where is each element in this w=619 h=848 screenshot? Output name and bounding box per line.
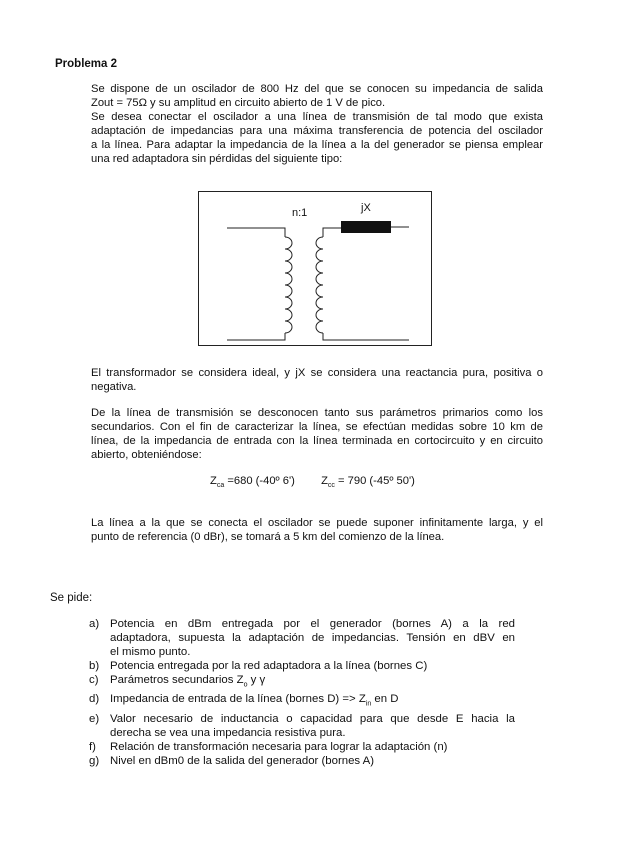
adapter-network-diagram [198,191,432,346]
question-list [89,617,515,768]
text-line: El transformador se considera ideal, y jX se considera una reactancia pura, positiva o [91,367,543,379]
primary-lead-top [227,228,285,237]
questions-heading: Se pide: [50,592,93,604]
primary-coil [285,237,292,333]
item-text: Impedancia de entrada de la línea (bornes D) => Z [110,693,366,706]
line-measurement-paragraph [91,406,543,462]
item-marker: c) [89,674,99,686]
item-text-end: y γ [247,674,266,686]
text-line: Potencia en dBm entregada por el generador (bornes A) a la red [110,618,515,630]
transformer-note [91,366,543,394]
item-text: Nivel en dBm0 de la salida del generador (bornes A) [110,754,375,767]
text-line: Zout = 75Ω y su amplitud en circuito abierto de 1 V de pico. [91,97,386,109]
text-line: De la línea de transmisión se desconocen tanto sus parámetros primarios como los [91,407,543,419]
item-marker: a) [89,618,100,630]
question-item-e [89,712,515,740]
item-text: Potencia entregada por la red adaptadora a la línea (bornes C) [110,660,428,672]
text-line: secundarios. Con el fin de caracterizar la línea, se efectúan medidas sobre 10 km de [91,421,543,433]
primary-lead-bottom [227,333,285,340]
question-item-f [89,740,515,754]
reference-paragraph [91,516,543,544]
text-line: Se dispone de un oscilador de 800 Hz del que se conocen su impedancia de salida [91,83,543,95]
text-line: a la línea. Para adaptar la impedancia de la línea a la del generador se piensa emplear [91,139,543,151]
item-subscript: o [243,681,248,689]
secondary-coil [316,237,323,333]
z-cc-subscript: cc [327,482,335,490]
impedance-equation [210,475,415,489]
reactance-element [341,221,391,233]
item-marker: g) [89,754,100,767]
text-line: Se desea conectar el oscilador a una línea de transmisión de tal modo que exista [91,111,543,123]
text-line: una red adaptadora sin pérdidas del siguiente tipo: [91,153,343,165]
secondary-lead-bottom [323,333,409,340]
item-text: Parámetros secundarios Z [110,674,244,686]
question-item-c [89,673,515,692]
text-line: negativa. [91,381,137,393]
z-ca-subscript: ca [216,482,225,490]
z-ca-symbol: Z [210,475,217,487]
problem-title: Problema 2 [55,58,117,70]
z-cc-symbol: Z [321,475,328,487]
z-cc-value: = 790 (-45º 50') [334,475,415,487]
question-item-g [89,754,515,768]
item-marker: e) [89,712,100,725]
text-line: abierto, obteniéndose: [91,449,202,461]
question-item-a [89,617,515,659]
item-text: Relación de transformación necesaria para lograr la adaptación (n) [110,740,448,753]
question-item-b [89,659,515,673]
item-marker: d) [89,693,100,706]
item-text-end: en D [371,693,399,706]
question-item-d [89,692,515,711]
intro-paragraph [91,82,543,166]
circuit-schematic [199,192,433,347]
text-line: adaptadora, supuesta la adaptación de impedancias. Tensión en dBV en [110,632,515,644]
text-line: La línea a la que se conecta el oscilador se puede suponer infinitamente larga, y el [91,517,543,529]
reactance-label: jX [361,202,371,214]
text-line: línea, de la impedancia de entrada con la línea terminada en cortocircuito y en circuito [91,435,543,447]
text-line: Valor necesario de inductancia o capacidad para que desde E hacia la [110,712,515,725]
text-line: adaptación de impedancias para una máxima transferencia de potencia del oscilador [91,125,543,137]
item-subscript: in [365,700,372,708]
text-line: punto de referencia (0 dBr), se tomará a 5 km del comienzo de la línea. [91,531,445,543]
z-ca-value: =680 (-40º 6') [224,475,295,487]
text-line: derecha se vea una impedancia resistiva pura. [110,726,346,739]
item-marker: b) [89,660,100,672]
item-marker: f) [89,740,96,753]
text-line: el mismo punto. [110,646,191,658]
secondary-lead-top [323,228,341,237]
ratio-label: n:1 [292,207,308,219]
